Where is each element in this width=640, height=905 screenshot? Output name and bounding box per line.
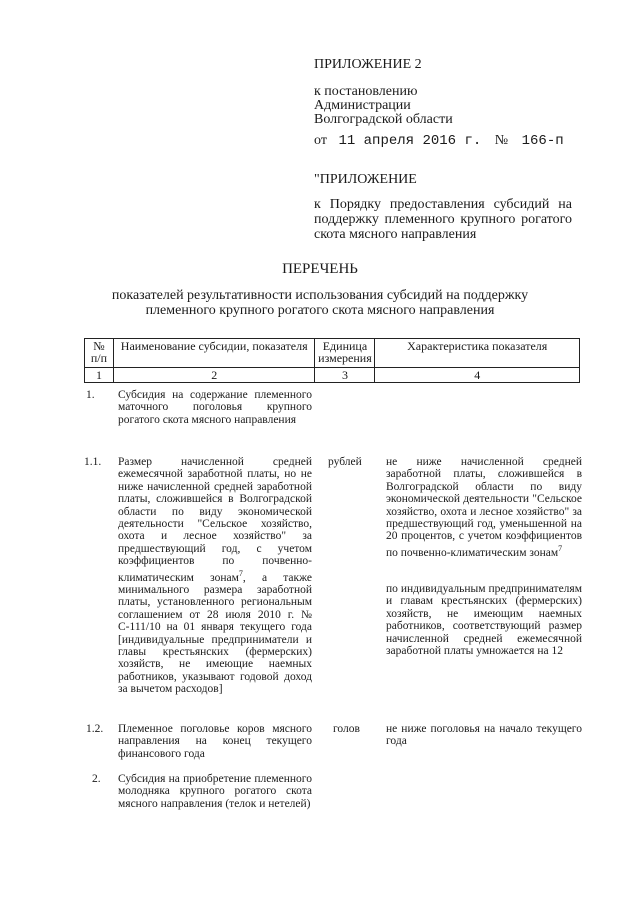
row-1-1-desc-2: по индивидуальным предпринимателям и главам крестьянских (фермерских) хозяйств, не имеющим наемных работников, соответствующий размер начисленной средней ежемесячной заработной платы умножается на 12 [386, 583, 582, 658]
row-1-2-num: 1.2. [86, 723, 104, 735]
col-header-name: Наименование субсидии, показателя [113, 339, 315, 368]
col-header-desc: Характеристика показателя [375, 339, 580, 368]
row-1-2-unit: голов [333, 723, 360, 735]
indicators-table-header [84, 338, 580, 383]
row-1-1-name-text-cont: , а также минимального размера заработной платы, установленного региональным соглашением от 28 июля 2010 г. № С-111/10 на 01 января текущего года [индивидуальные предприниматели и главы крестьянских (фермерских) хозяйств, не имеющие наемных работников, указывают годовой доход за вычетом расходов] [118, 571, 312, 696]
resolution-line-1: к постановлению [314, 84, 418, 99]
date-line [314, 133, 564, 149]
table-column-numbers-row [85, 368, 580, 383]
row-1-2-desc: не ниже поголовья на начало текущего года [386, 723, 582, 748]
row-1-1-unit: рублей [328, 456, 362, 468]
row-1-name: Субсидия на содержание племенного маточного поголовья крупного рогатого скота мясного направления [118, 389, 312, 426]
table-header-row [85, 339, 580, 368]
row-1-1-name-footnote: 7 [238, 568, 243, 578]
row-1-1-desc-text: не ниже начисленной средней заработной платы, сложившейся в Волгоградской области по виду экономической деятельности "Сельское хозяйство, охота и лесное хозяйство" за предшествующий год, уменьшенной на 20 процентов, с учетом коэффициентов по почвенно-климатическим зонам [386, 456, 582, 559]
resolution-line-3: Волгоградской области [314, 112, 453, 127]
document-subtitle-line-2: племенного крупного рогатого скота мясного направления [145, 303, 495, 318]
date-value: 11 апреля 2016 г. [338, 133, 482, 149]
document-title: ПЕРЕЧЕНЬ [282, 261, 358, 277]
row-1-2-name: Племенное поголовье коров мясного направления на конец текущего финансового года [118, 723, 312, 760]
inner-appendix-title: "ПРИЛОЖЕНИЕ [314, 172, 417, 187]
col-header-num: № п/п [85, 339, 114, 368]
col-number-2: 2 [113, 368, 315, 383]
row-1-1-name-text: Размер начисленной средней ежемесячной заработной платы, но не ниже начисленной средней заработной платы, сложившейся в Волгоградской области по виду экономической деятельности "Сельское хозяйство, охота и лесное хозяйство" за предшествующий год, с учетом коэффициентов по почвенно-климатическим зонам [118, 456, 312, 584]
row-2-num: 2. [92, 773, 101, 785]
resolution-line-2: Администрации [314, 98, 411, 113]
col-number-1: 1 [85, 368, 114, 383]
document-subtitle-line-1: показателей результативности использования субсидий на поддержку [111, 288, 529, 303]
col-number-3: 3 [315, 368, 375, 383]
number-sign: № [494, 133, 509, 148]
row-1-num: 1. [86, 389, 95, 401]
col-header-unit: Единица измерения [315, 339, 375, 368]
row-1-1-num: 1.1. [84, 456, 102, 468]
number-value: 166-п [521, 133, 564, 149]
col-number-4: 4 [375, 368, 580, 383]
row-1-1-name [118, 456, 312, 696]
row-2-name: Субсидия на приобретение племенного молодняка крупного рогатого скота мясного направления (телок и нетелей) [118, 773, 312, 810]
date-prefix: от [314, 133, 327, 148]
row-1-1-desc [386, 456, 582, 559]
appendix-title: ПРИЛОЖЕНИЕ 2 [314, 57, 422, 72]
inner-appendix-text: к Порядку предоставления субсидий на поддержку племенного крупного рогатого скота мясного направления [314, 197, 572, 242]
row-1-1-desc-footnote: 7 [558, 543, 563, 553]
